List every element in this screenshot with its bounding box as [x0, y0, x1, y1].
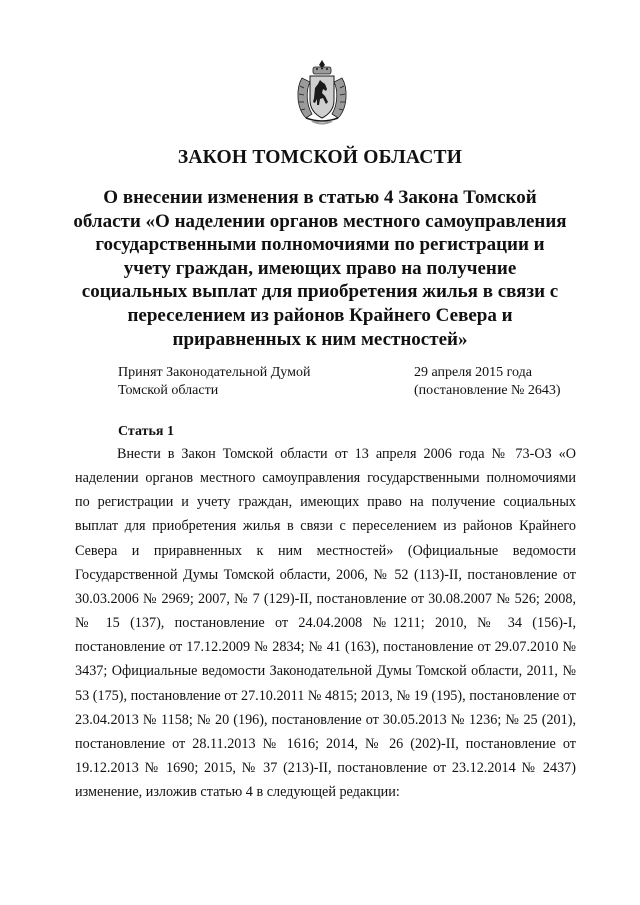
article-text: Внести в Закон Томской области от 13 апреля 2006 года № 73-ОЗ «О наделении органов местного самоуправления государственными полномочиями по регистрации и учету граждан, имеющих право на получение социальных выплат для приобретения жилья в связи с переселением из районов Крайнего Севера и приравненных к ним местностей» (Официальные ведомости Государственной Думы Томской области, 2006, № 52 (113)-II, постановление от 30.03.2006 № 2969; 2007, № 7 (129)-II, постановление от 30.08.2007 № 526; 2008, № 15 (137), постановление от 24.04.2008 №1211; 2010, № 34 (156)-I, постановление от 17.12.2009 № 2834; № 41 (163), постановление от 29.07.2010 № 3437; Официальные ведомости Законодательной Думы Томской области, 2011, № 53 (175), постановление от 27.10.2011 № 4815; 2013, № 19 (195), постановление от 23.04.2013 № 1158; № 20 (196), постановление от 30.05.2013 № 1236; № 25 (201), постановление от 28.11.2013 № 1616; 2014, № 26 (202)-II, постановление от 19.12.2013 № 1690; 2015, № 37 (213)-II, постановление от 23.12.2014 № 2437) изменение, изложив статью 4 в следующей редакции: [75, 446, 576, 801]
coat-of-arms-icon [292, 58, 352, 128]
adoption-body-line2: Томской области [118, 383, 219, 398]
adoption-resolution: (постановление № 2643) [414, 383, 561, 398]
adoption-details [414, 364, 561, 400]
law-title: ЗАКОН ТОМСКОЙ ОБЛАСТИ [177, 147, 463, 168]
adoption-date: 29 апреля 2015 года [414, 365, 532, 380]
adoption-body [118, 364, 310, 400]
article-heading: Статья 1 [118, 424, 174, 439]
adoption-body-line1: Принят Законодательной Думой [118, 365, 311, 380]
law-subtitle: О внесении изменения в статью 4 Закона Томской области «О наделении органов местного самоуправления государственными полномочиями по регистрации и учету граждан, имеющих право на получение социальных выплат для приобретения жилья в связи с переселением из районов Крайнего Севера и приравненных к ним местностей» [73, 187, 567, 350]
